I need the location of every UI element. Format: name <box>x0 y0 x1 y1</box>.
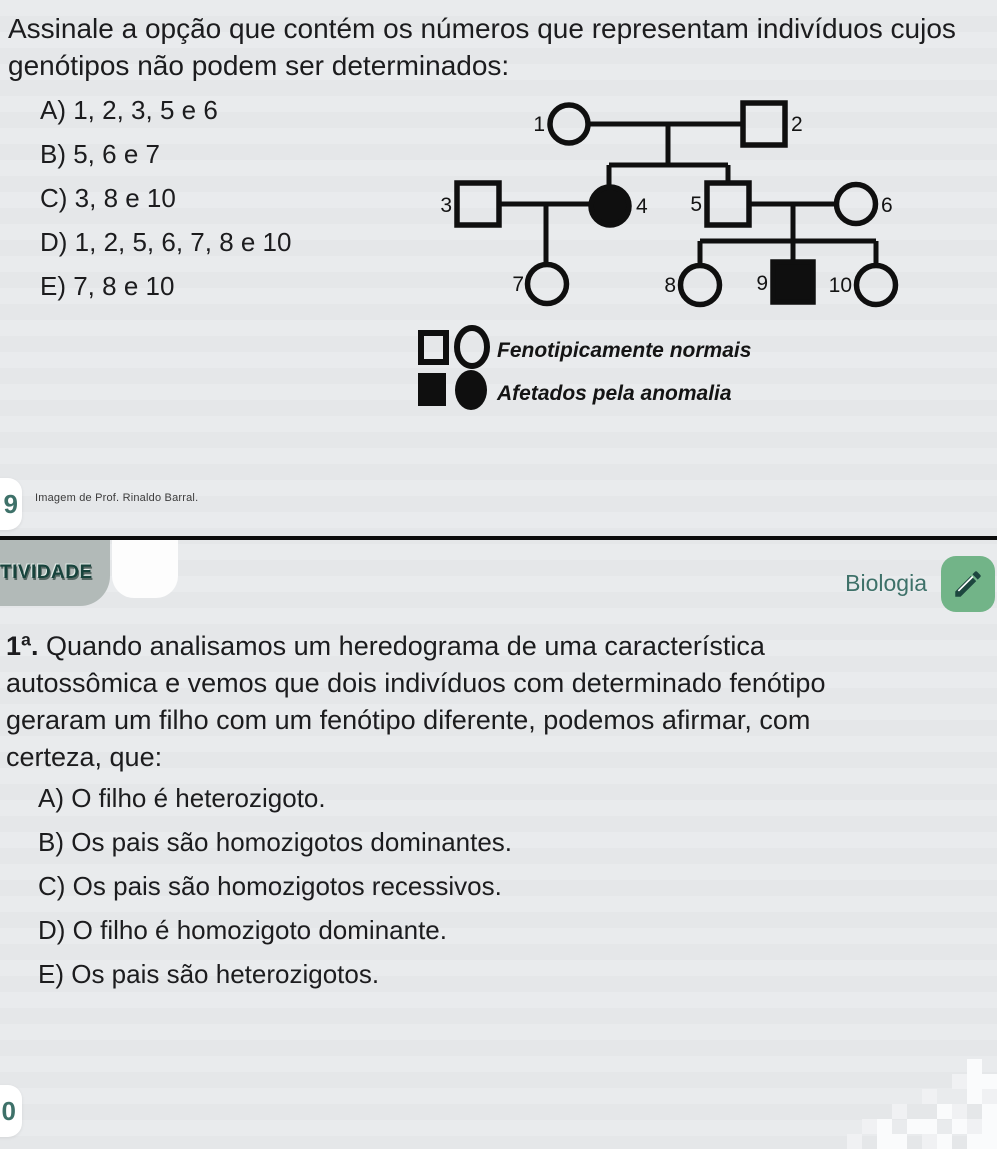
legend-normals-label: Fenotipicamente normais <box>497 339 752 362</box>
pedigree-label-2: 2 <box>791 113 803 136</box>
question1-option-c: C) 3, 8 e 10 <box>40 183 176 213</box>
question2-number: 1ª. <box>6 631 39 661</box>
question1-prompt: Assinale a opção que contém os números que representam indivíduos cujos genótipos não podem ser determinados: <box>8 13 956 81</box>
pedigree-individual-10 <box>857 266 896 305</box>
pedigree-diagram <box>400 85 997 420</box>
legend-open-square-icon <box>421 333 446 362</box>
legend-open-circle-icon <box>457 328 487 366</box>
pedigree-relationship-lines <box>498 124 876 266</box>
question2-option-a: A) O filho é heterozigoto. <box>38 783 326 813</box>
pencil-icon <box>951 567 985 601</box>
question2-option-b: B) Os pais são homozigotos dominantes. <box>38 827 513 857</box>
pedigree-label-6: 6 <box>881 194 893 217</box>
pedigree-label-3: 3 <box>440 194 452 217</box>
question2-prompt: Quando analisamos um heredograma de uma característica autossômica e vemos que dois indivíduos com determinado fenótipo geraram um filho com um fenótipo diferente, podemos afirmar, com certeza, que: <box>6 631 826 772</box>
pedigree-legend <box>418 328 751 410</box>
question1-option-e: E) 7, 8 e 10 <box>40 271 175 301</box>
question2-text <box>6 628 906 776</box>
question2-option-e: E) Os pais são heterozigotos. <box>38 959 380 989</box>
question1-option-a: A) 1, 2, 3, 5 e 6 <box>40 95 218 125</box>
pedigree-individual-6 <box>837 185 876 224</box>
activity-badge <box>0 540 110 606</box>
pedigree-individual-1 <box>550 105 588 143</box>
pedigree-label-4: 4 <box>636 195 648 218</box>
pedigree-individual-4 <box>591 187 629 225</box>
legend-affected-label: Afetados pela anomalia <box>497 382 732 405</box>
decorative-tab <box>112 540 178 598</box>
question2-options <box>38 782 512 991</box>
side-question-number: 9 <box>3 488 18 519</box>
pedigree-individual-8 <box>681 266 720 305</box>
pencil-icon-button[interactable] <box>941 556 995 612</box>
question1-options <box>40 95 291 301</box>
question2-option-d: D) O filho é homozigoto dominante. <box>38 915 447 945</box>
page-number: 0 <box>1 1095 16 1126</box>
legend-filled-square-icon <box>418 373 446 406</box>
pedigree-individual-7 <box>528 265 567 304</box>
activity-badge-label: TIVIDADE <box>0 562 93 583</box>
pedigree-individual-9 <box>773 262 813 302</box>
pedigree-label-5: 5 <box>690 193 702 216</box>
side-question-number-badge <box>0 478 22 530</box>
subject-label: Biologia <box>845 570 927 596</box>
image-credit-text: Imagem de Prof. Rinaldo Barral. <box>35 492 199 504</box>
pedigree-individual-2 <box>743 103 785 145</box>
question1-option-b: B) 5, 6 e 7 <box>40 139 160 169</box>
pedigree-label-7: 7 <box>512 273 524 296</box>
pedigree-label-1: 1 <box>533 113 545 136</box>
pedigree-label-9: 9 <box>756 272 768 295</box>
pedigree-label-10: 10 <box>828 274 852 297</box>
question1-option-d: D) 1, 2, 5, 6, 7, 8 e 10 <box>40 227 292 257</box>
pixel-pattern-decoration <box>847 1059 997 1149</box>
pedigree-individual-3 <box>457 183 499 225</box>
question2-option-c: C) Os pais são homozigotos recessivos. <box>38 871 502 901</box>
legend-filled-circle-icon <box>455 370 487 410</box>
pedigree-individual-5 <box>707 183 749 225</box>
pedigree-label-8: 8 <box>664 274 676 297</box>
page-number-badge <box>0 1085 22 1137</box>
